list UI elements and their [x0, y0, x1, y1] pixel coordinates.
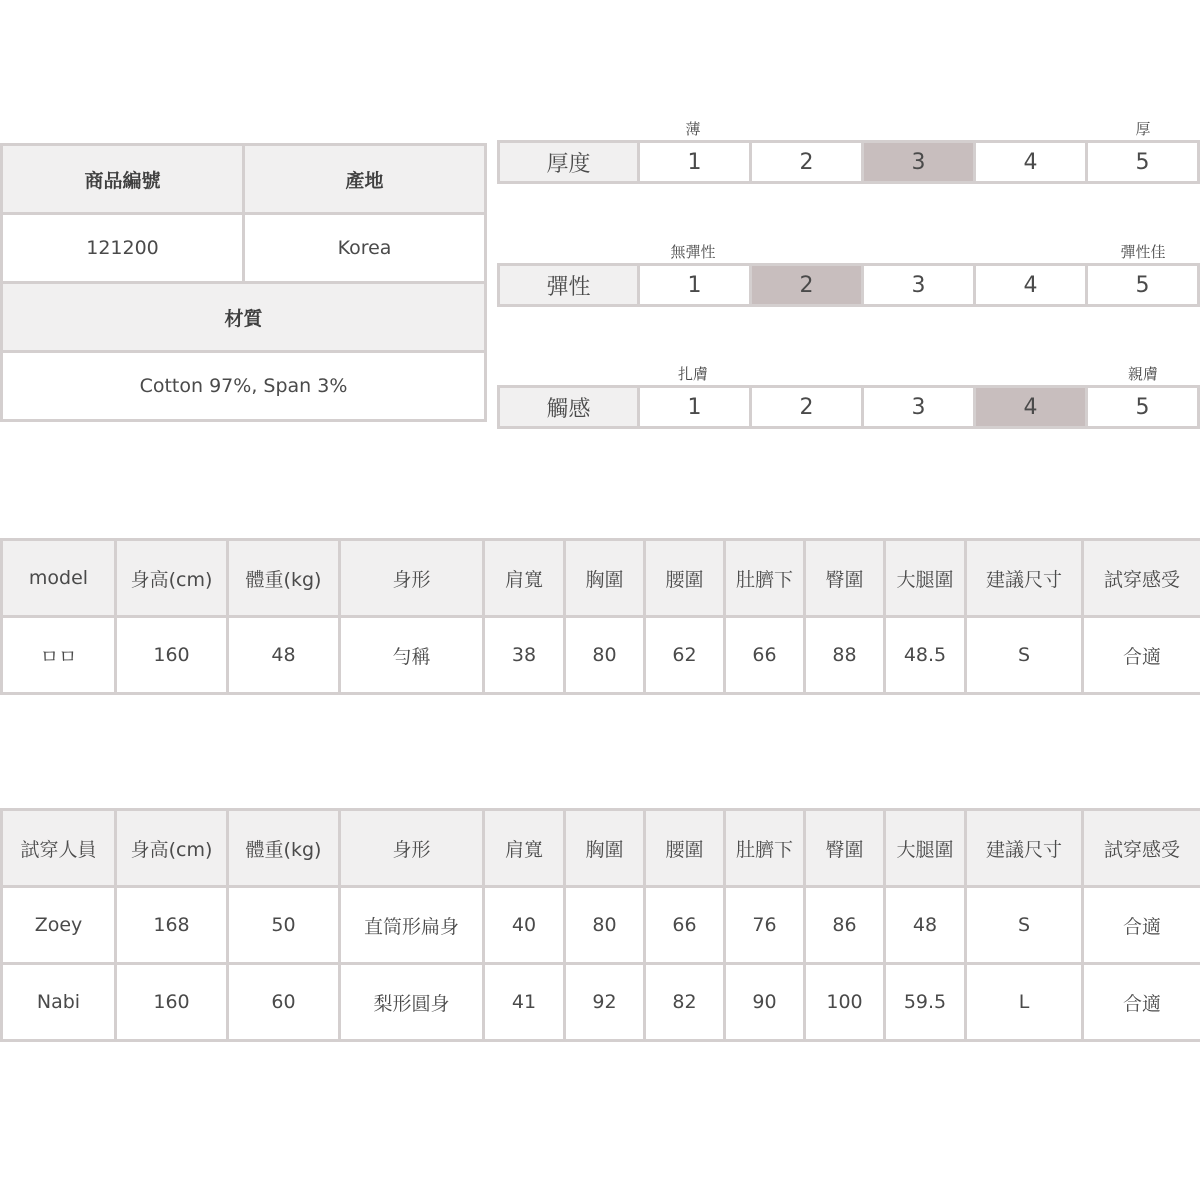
table-cell: 50: [228, 887, 340, 964]
header-cell: 建議尺寸: [966, 810, 1083, 887]
header-cell: 身形: [340, 540, 484, 617]
table-cell: 82: [645, 964, 725, 1041]
scale-option: 5: [1087, 265, 1199, 306]
table-cell: 90: [725, 964, 805, 1041]
scale-option: 5: [1087, 142, 1199, 183]
origin-value: Korea: [244, 214, 486, 283]
scale-option: 1: [639, 142, 751, 183]
header-cell: 胸圍: [565, 540, 645, 617]
header-cell: 肚臍下: [725, 540, 805, 617]
product-info-table: [0, 143, 487, 422]
table-cell: 直筒形扁身: [340, 887, 484, 964]
scale-option: 4: [975, 265, 1087, 306]
header-cell: 胸圍: [565, 810, 645, 887]
table-cell: 160: [116, 617, 228, 694]
header-cell: 臀圍: [805, 540, 885, 617]
table-row: [2, 617, 1200, 694]
scale-option: 1: [639, 387, 751, 428]
tester-measurement-table: [0, 808, 1200, 1042]
header-cell: 體重(kg): [228, 810, 340, 887]
scale-row: [497, 140, 1200, 184]
scale-option: 3: [863, 265, 975, 306]
scale-label: 厚度: [499, 142, 639, 183]
table-cell: ㅁㅁ: [2, 617, 116, 694]
table-cell: 梨形圓身: [340, 964, 484, 1041]
scale-high-label: 彈性佳: [1120, 243, 1166, 261]
header-cell: 建議尺寸: [966, 540, 1083, 617]
header-cell: 肚臍下: [725, 810, 805, 887]
table-cell: 48: [885, 887, 966, 964]
table-cell: 合適: [1083, 964, 1200, 1041]
table-cell: 40: [484, 887, 565, 964]
header-cell: model: [2, 540, 116, 617]
scale-low-label: 扎膚: [677, 365, 709, 383]
table-cell: 76: [725, 887, 805, 964]
scale-option: 3: [863, 387, 975, 428]
table-cell: Zoey: [2, 887, 116, 964]
scale-option: 5: [1087, 387, 1199, 428]
scale-low-label: 無彈性: [670, 243, 716, 261]
scale-option: 2: [751, 142, 863, 183]
scale-option: 4: [975, 142, 1087, 183]
header-cell: 臀圍: [805, 810, 885, 887]
table-cell: 160: [116, 964, 228, 1041]
product-code-value: 121200: [2, 214, 244, 283]
table-cell: 168: [116, 887, 228, 964]
product-code-label: 商品編號: [2, 145, 244, 214]
header-cell: 大腿圍: [885, 540, 966, 617]
table-cell: 66: [645, 887, 725, 964]
header-cell: 試穿感受: [1083, 540, 1200, 617]
header-cell: 腰圍: [645, 810, 725, 887]
table-row: [2, 887, 1200, 964]
table-cell: 59.5: [885, 964, 966, 1041]
table-cell: 48: [228, 617, 340, 694]
scale-high-label: 厚: [1135, 120, 1151, 138]
scale-row: [497, 263, 1200, 307]
header-cell: 大腿圍: [885, 810, 966, 887]
table-cell: 合適: [1083, 617, 1200, 694]
table-cell: S: [966, 617, 1083, 694]
header-cell: 身高(cm): [116, 810, 228, 887]
table-cell: Nabi: [2, 964, 116, 1041]
scale-high-label: 親膚: [1127, 365, 1159, 383]
scale-row: [497, 385, 1200, 429]
scale-label: 觸感: [499, 387, 639, 428]
header-cell: 肩寬: [484, 540, 565, 617]
scale-option: 3: [863, 142, 975, 183]
header-cell: 身形: [340, 810, 484, 887]
table-cell: 48.5: [885, 617, 966, 694]
table-cell: 62: [645, 617, 725, 694]
scale-option: 2: [751, 265, 863, 306]
table-cell: 勻稱: [340, 617, 484, 694]
table-cell: 60: [228, 964, 340, 1041]
table-cell: 80: [565, 887, 645, 964]
header-cell: 試穿感受: [1083, 810, 1200, 887]
header-cell: 腰圍: [645, 540, 725, 617]
scale-option: 1: [639, 265, 751, 306]
table-cell: 合適: [1083, 887, 1200, 964]
table-cell: 88: [805, 617, 885, 694]
table-cell: 86: [805, 887, 885, 964]
table-cell: 66: [725, 617, 805, 694]
table-cell: 100: [805, 964, 885, 1041]
table-cell: 80: [565, 617, 645, 694]
table-cell: 92: [565, 964, 645, 1041]
scale-option: 2: [751, 387, 863, 428]
model-measurement-table: [0, 538, 1200, 695]
scale-option: 4: [975, 387, 1087, 428]
header-cell: 身高(cm): [116, 540, 228, 617]
material-label: 材質: [2, 283, 486, 352]
table-cell: 38: [484, 617, 565, 694]
scale-label: 彈性: [499, 265, 639, 306]
header-cell: 體重(kg): [228, 540, 340, 617]
table-cell: 41: [484, 964, 565, 1041]
header-cell: 試穿人員: [2, 810, 116, 887]
scale-low-label: 薄: [685, 120, 701, 138]
header-cell: 肩寬: [484, 810, 565, 887]
material-value: Cotton 97%, Span 3%: [2, 352, 486, 421]
table-cell: L: [966, 964, 1083, 1041]
table-row: [2, 964, 1200, 1041]
origin-label: 產地: [244, 145, 486, 214]
table-cell: S: [966, 887, 1083, 964]
